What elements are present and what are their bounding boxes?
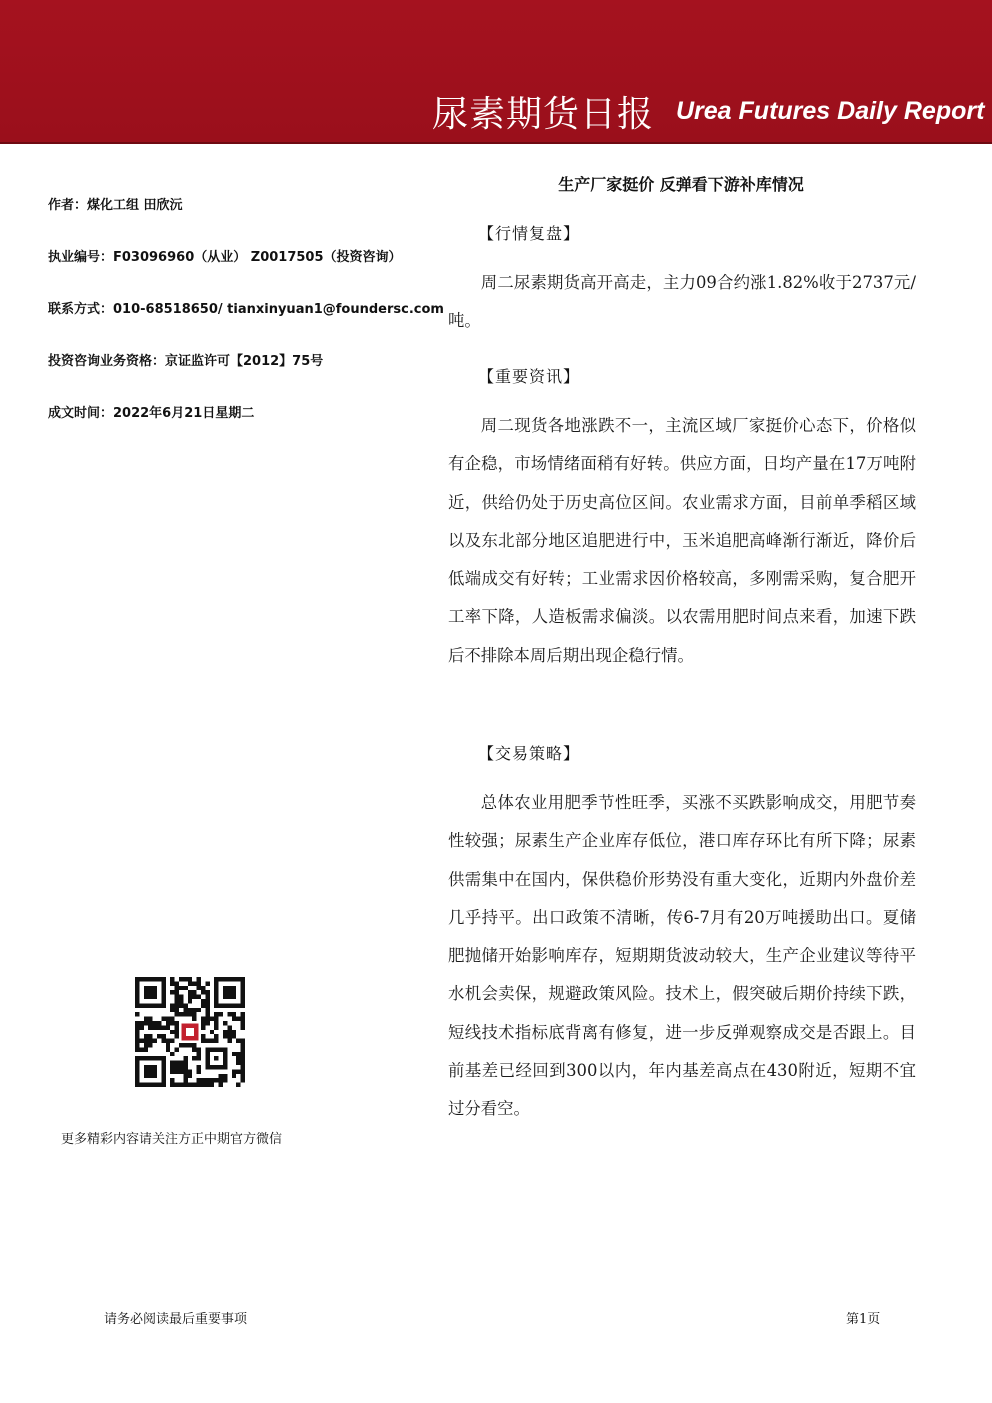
section-heading-trading-strategy: 【交易策略】 <box>478 744 581 763</box>
section-body-trading-strategy: 总体农业用肥季节性旺季，买涨不买跌影响成交，用肥节奏性较强；尿素生产企业库存低位，港口库存环比有所下降；尿素供需集中在国内，保供稳价形势没有重大变化，近期内外盘价差几乎持平。出口政策不清晰，传6-7月有20万吨援助出口。夏储肥抛储开始影响库存，短期期货波动较大，生产企业建议等待平水机会卖保，规避政策风险。技术上，假突破后期价持续下跌，短线技术指标底背离有修复，进一步反弹观察成交是否跟上。目前基差已经回到300以内，年内基差高点在430附近，短期不宜过分看空。 <box>448 793 916 1119</box>
qr-code-icon <box>135 977 245 1087</box>
section-heading-market-review: 【行情复盘】 <box>478 224 581 243</box>
author-info: 作者：煤化工组 田欣沅 <box>48 198 183 213</box>
contact-info: 联系方式：010-68518650/ tianxinyuan1@foundersc.com <box>48 302 444 317</box>
license-number: 执业编号：F03096960（从业） Z0017505（投资咨询） <box>48 250 402 265</box>
publish-date: 成文时间：2022年6月21日星期二 <box>48 406 255 421</box>
footer-notice: 请务必阅读最后重要事项 <box>104 1312 248 1327</box>
report-title-en: Urea Futures Daily Report <box>676 97 985 125</box>
report-title-cn: 尿素期货日报 <box>432 94 655 135</box>
section-body-key-news: 周二现货各地涨跌不一，主流区域厂家挺价心态下，价格似有企稳，市场情绪面稍有好转。供应方面，日均产量在17万吨附近，供给仍处于历史高位区间。农业需求方面，目前单季稻区域以及东北部分地区追肥进行中，玉米追肥高峰渐行渐近，降价后低端成交有好转；工业需求因价格较高，多刚需采购，复合肥开工率下降，人造板需求偏淡。以农需用肥时间点来看，加速下跌后不排除本周后期出现企稳行情。 <box>448 416 916 665</box>
section-heading-key-news: 【重要资讯】 <box>478 367 581 386</box>
article-title: 生产厂家挺价 反弹看下游补库情况 <box>558 175 804 194</box>
qr-caption: 更多精彩内容请关注方正中期官方微信 <box>61 1132 283 1147</box>
section-body-market-review: 周二尿素期货高开高走，主力09合约涨1.82%收于2737元/吨。 <box>448 273 916 331</box>
qualification-info: 投资咨询业务资格：京证监许可【2012】75号 <box>48 354 324 369</box>
page-number: 第1页 <box>846 1312 881 1327</box>
header-banner <box>0 0 992 144</box>
